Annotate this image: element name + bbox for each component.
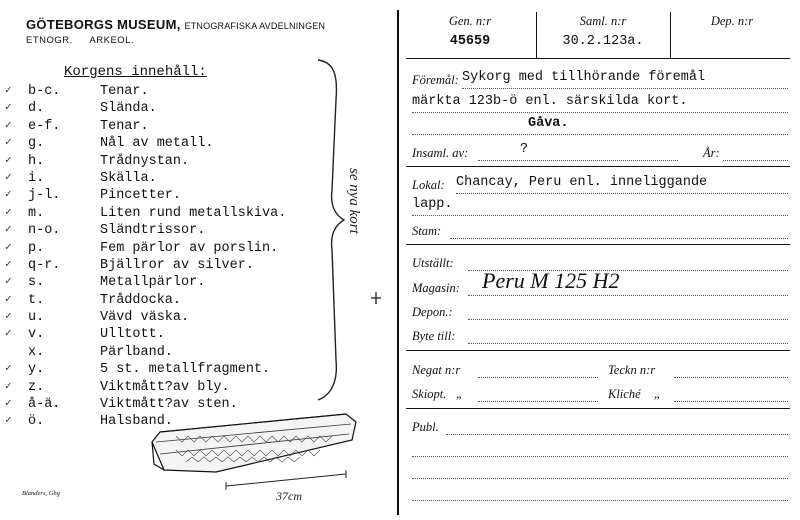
item-description: Slända. (100, 101, 157, 117)
item-description: Ulltott. (100, 327, 165, 343)
check-mark-icon: ✓ (5, 119, 12, 132)
check-mark-icon: ✓ (5, 328, 12, 341)
item-code: d. (28, 101, 45, 117)
foremal-label: Föremål: (412, 73, 459, 87)
sketch-size-label: 37cm (276, 489, 302, 503)
lokal-value-1: Chancay, Peru enl. inneliggande (456, 175, 708, 190)
item-description: Tråddocka. (100, 292, 182, 308)
check-mark-icon: ✓ (5, 102, 12, 115)
negat-label: Negat n:r (412, 363, 461, 377)
item-code: x. (28, 344, 45, 360)
item-code: n-o. (28, 223, 61, 239)
item-description: Viktmått?av bly. (100, 379, 230, 395)
item-code: ö. (28, 414, 45, 430)
gen-number-label: Gen. n:r (448, 14, 492, 28)
curly-brace (318, 60, 344, 400)
department-name: ETNOGRAFISKA AVDELNINGEN (184, 21, 326, 31)
lokal-value-2: lapp. (412, 197, 453, 212)
stam-label: Stam: (412, 224, 442, 238)
kliche-label: Kliché (608, 387, 641, 401)
item-description: Liten rund metallskiva. (100, 205, 287, 221)
item-description: Skälla. (100, 170, 157, 186)
teckn-label: Teckn n:r (608, 363, 656, 377)
item-description: Bjällror av silver. (100, 257, 254, 273)
item-description: Tenar. (100, 84, 149, 99)
item-code: g. (28, 136, 45, 152)
saml-number-value: 30.2.123a. (562, 34, 644, 49)
item-description: Fem pärlor av porslin. (100, 240, 279, 256)
item-code: v. (28, 327, 45, 343)
printer-mark: Blanders, Gbg (22, 490, 60, 497)
dep-number-label: Dep. n:r (710, 14, 754, 28)
foremal-value-1: Sykorg med tillhörande föremål (462, 70, 706, 85)
lokal-label: Lokal: (412, 178, 445, 192)
check-mark-icon: ✓ (5, 137, 12, 150)
item-code: e-f. (28, 118, 61, 134)
check-mark-icon: ✓ (5, 224, 12, 237)
gen-number-cell (406, 14, 534, 58)
museum-name: GÖTEBORGS MUSEUM, (26, 17, 181, 32)
item-code: y. (28, 362, 45, 378)
check-mark-icon: ✓ (5, 241, 12, 254)
check-mark-icon: ✓ (5, 398, 12, 411)
catalog-card (398, 0, 800, 520)
item-code: å-ä. (28, 397, 61, 413)
section-arkeol: ARKEOL. (89, 35, 135, 46)
skiopt-label: Skiopt. (412, 387, 447, 401)
item-description: Nål av metall. (100, 136, 214, 152)
check-mark-icon: ✓ (5, 171, 12, 184)
item-description: Tenar. (100, 118, 149, 134)
check-mark-icon: ✓ (5, 311, 12, 324)
item-description: 5 st. metallfragment. (100, 362, 271, 378)
ar-label: År: (703, 146, 720, 160)
dep-number-cell (672, 14, 792, 58)
publ-label: Publ. (412, 420, 439, 434)
magasin-value: Peru M 125 H2 (482, 268, 620, 293)
check-mark-icon: ✓ (5, 363, 12, 376)
item-code: q-r. (28, 257, 61, 273)
contents-panel (0, 0, 395, 520)
section-etnogr: ETNOGR. (26, 35, 73, 46)
margin-annotation-graphic (0, 0, 395, 520)
margin-note-text: se nya kort (346, 168, 362, 234)
skiopt-ditto: „ (456, 387, 463, 401)
check-mark-icon: ✓ (5, 276, 12, 289)
byte-label: Byte till: (412, 329, 456, 343)
check-mark-icon: ✓ (5, 415, 12, 428)
item-code: j-l. (28, 188, 61, 204)
check-mark-icon: ✓ (5, 85, 12, 97)
item-code: s. (28, 275, 45, 291)
item-code: h. (28, 153, 45, 169)
item-code: i. (28, 170, 45, 186)
item-description: Sländtrissor. (100, 223, 206, 239)
item-description: Trådnystan. (100, 153, 190, 169)
kliche-ditto: „ (654, 387, 661, 401)
item-description: Pärlband. (100, 344, 173, 360)
check-mark-icon: ✓ (5, 154, 12, 167)
foremal-value-2: märkta 123b-ö enl. särskilda kort. (412, 94, 688, 109)
item-code: m. (28, 205, 45, 221)
check-mark-icon: ✓ (5, 206, 12, 219)
depon-label: Depon.: (412, 305, 453, 319)
magasin-label: Magasin: (412, 281, 460, 295)
gen-number-value: 45659 (449, 34, 491, 49)
item-description: Viktmått?av sten. (100, 397, 238, 413)
item-code: p. (28, 240, 45, 256)
item-description: Pincetter. (100, 188, 182, 204)
contents-title: Korgens innehåll: (64, 64, 207, 80)
check-mark-icon: ✓ (5, 258, 12, 271)
basket-sketch (152, 414, 356, 490)
foremal-value-3: Gåva. (528, 116, 569, 131)
insaml-label: Insaml. av: (412, 146, 469, 160)
item-code: z. (28, 379, 45, 395)
item-code: u. (28, 310, 45, 326)
item-description: Vävd väska. (100, 310, 190, 326)
insaml-value: ? (520, 142, 529, 157)
check-mark-icon: ✓ (5, 293, 12, 306)
saml-number-cell (538, 14, 668, 58)
item-description: Metallpärlor. (100, 275, 206, 291)
saml-number-label: Saml. n:r (579, 14, 627, 28)
utstallt-label: Utställt: (412, 256, 454, 270)
item-code: b-c. (28, 84, 61, 99)
item-description: Halsband. (100, 414, 173, 430)
item-code: t. (28, 292, 45, 308)
check-mark-icon: ✓ (5, 380, 12, 393)
check-mark-icon: ✓ (5, 189, 12, 202)
